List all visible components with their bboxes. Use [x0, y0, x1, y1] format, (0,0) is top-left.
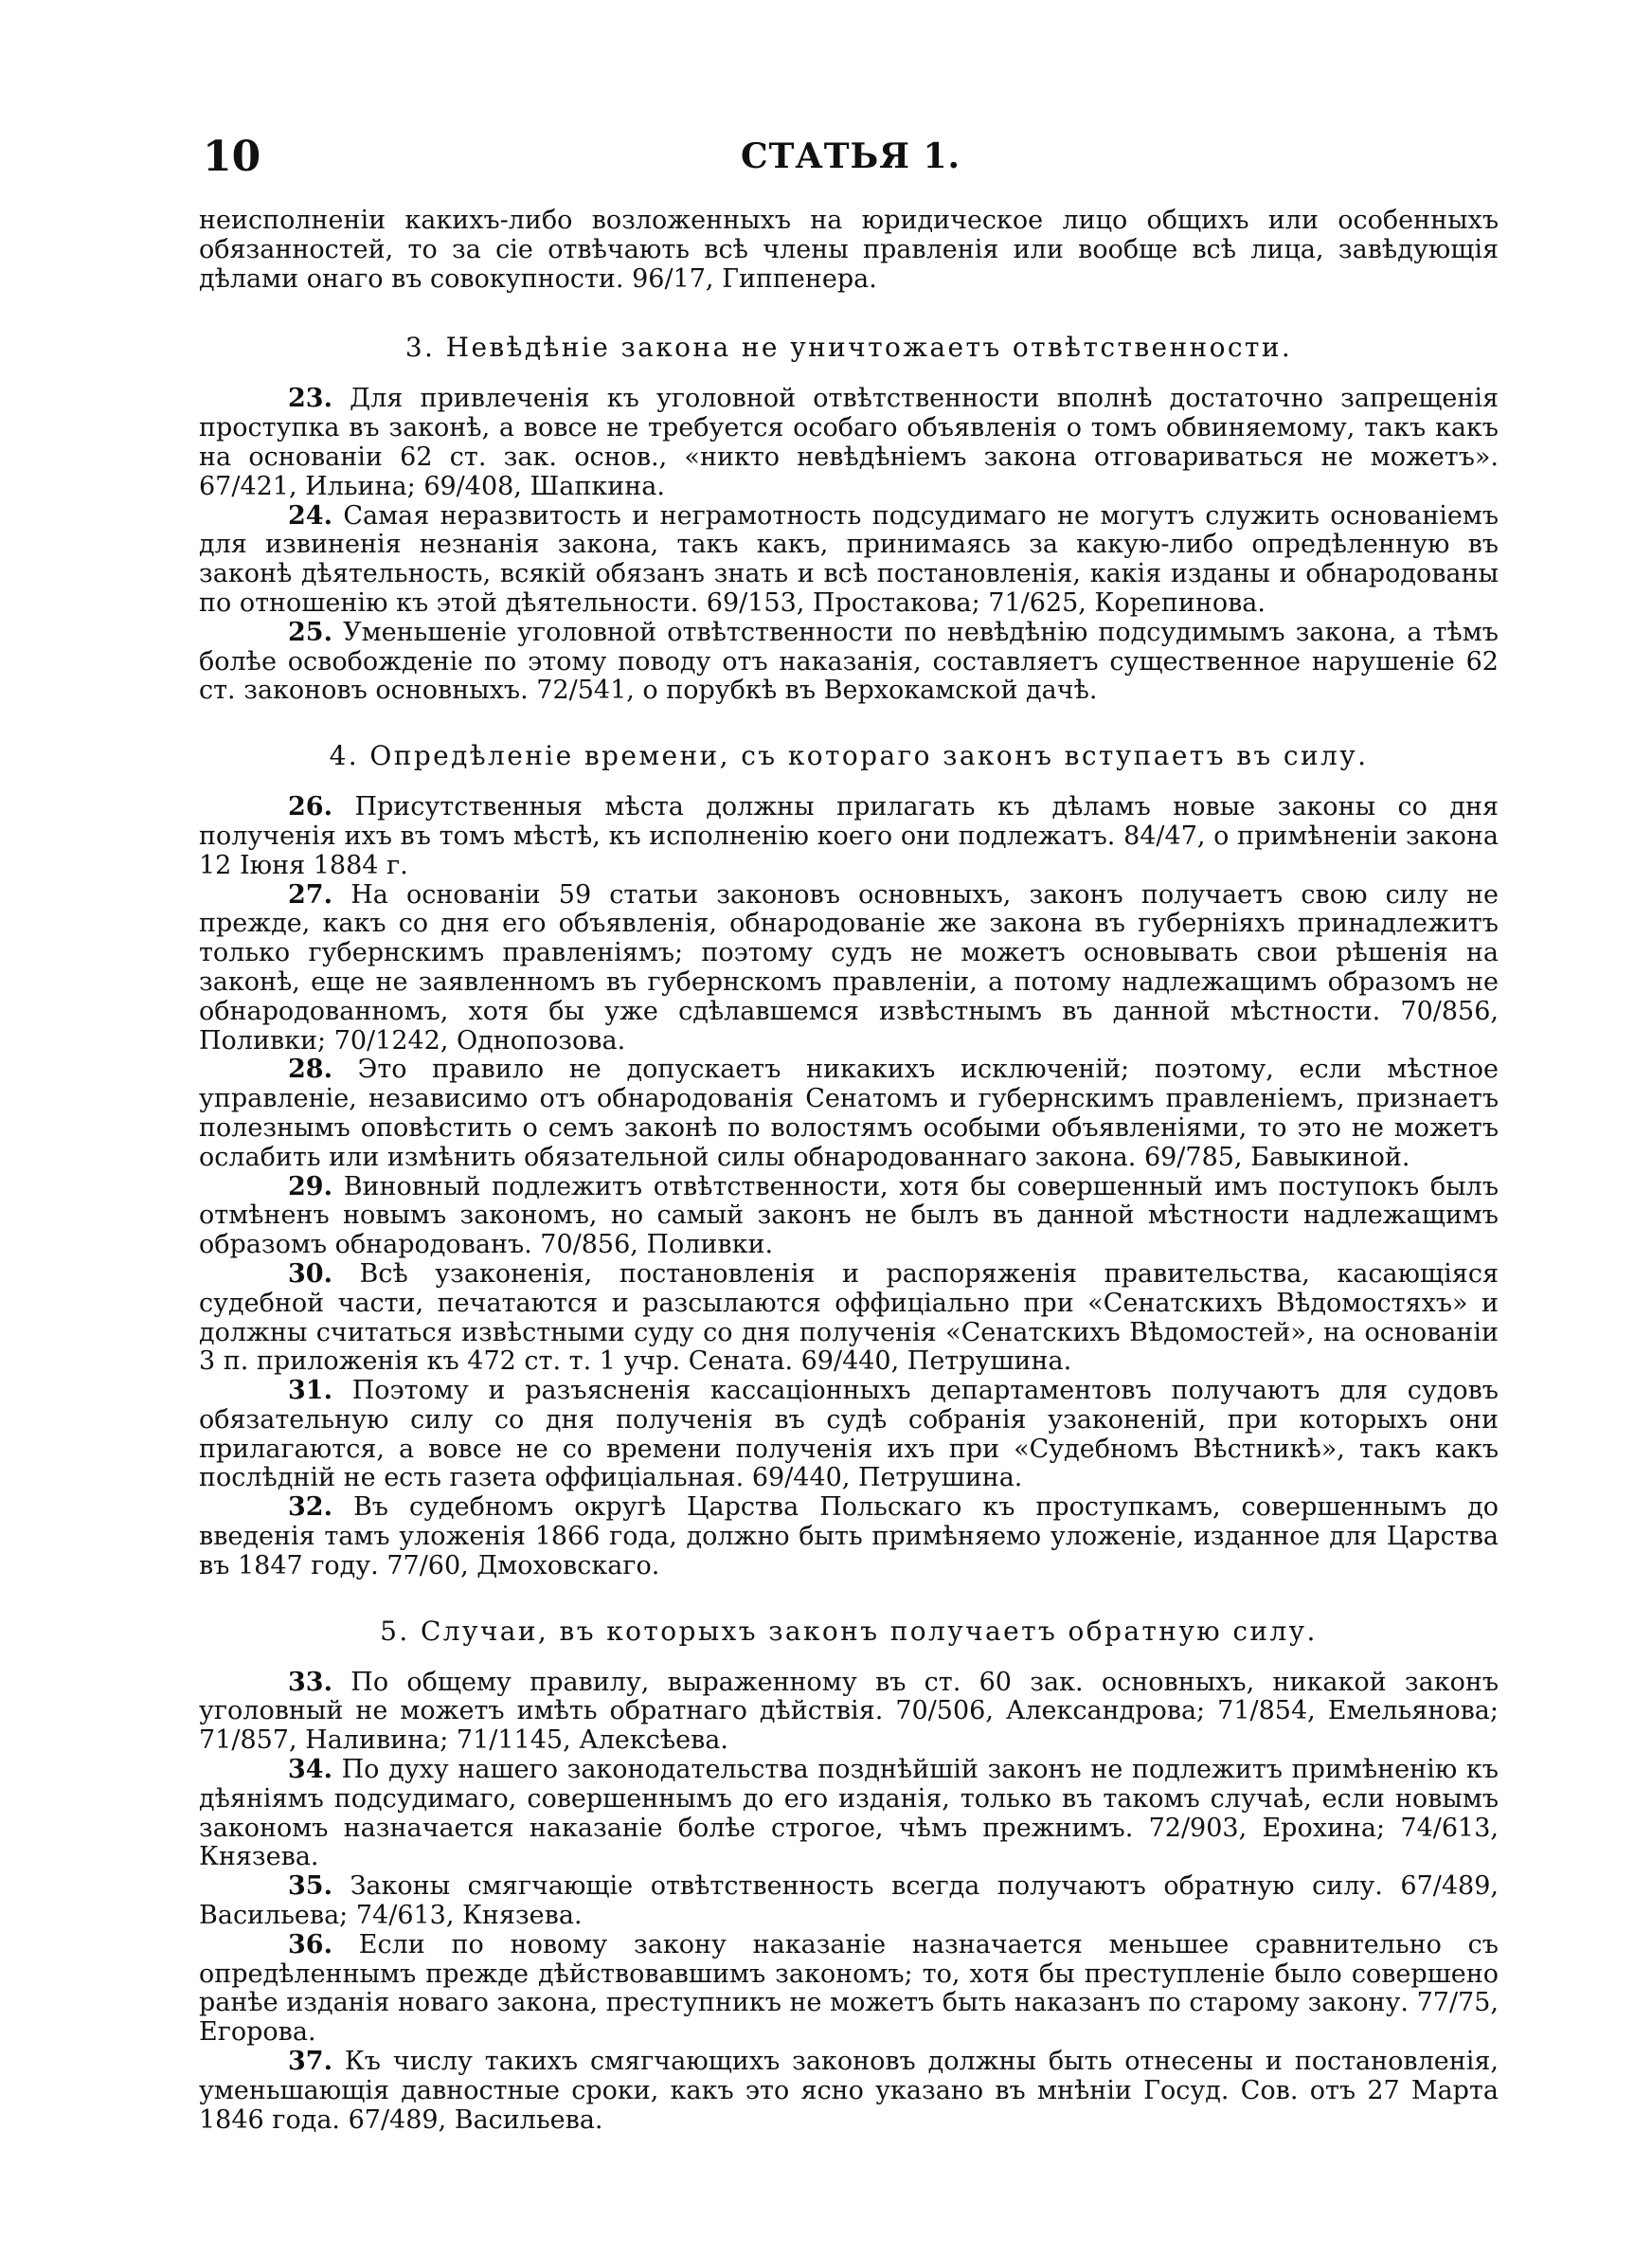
paragraph-text: Въ судебномъ округѣ Царства Польскаго къ проступкамъ, совершеннымъ до введенія тамъ уложенія 1866 года, должно быть примѣняемо уложеніе, изданное для Царства въ 1847 году. 77/60, Дмоховскаго. [199, 1492, 1499, 1580]
paragraph-text: На основаніи 59 статьи законовъ основныхъ, законъ получаетъ свою силу не прежде, какъ со дня его объявленія, обнародованіе же закона въ губерніяхъ принадлежитъ только губернскимъ правленіямъ; поэтому судъ не можетъ основывать свои рѣшенія на законѣ, еще не заявленномъ въ губернскомъ правленіи, а потому надлежащимъ образомъ не обнародованномъ, хотя бы уже сдѣлавшемся извѣстнымъ въ данной мѣстности. 70/856, Поливки; 70/1242, Однопозова. [199, 879, 1499, 1056]
paragraph-number: 25. [288, 617, 332, 647]
paragraph-35 [199, 1872, 1499, 1931]
paragraph-number: 32. [288, 1492, 332, 1523]
paragraph-31 [199, 1377, 1499, 1493]
paragraph-text: Законы смягчающіе отвѣтственность всегда получаютъ обратную силу. 67/489, Васильева; 74/613, Князева. [199, 1871, 1499, 1931]
page-header [203, 133, 1499, 190]
paragraph-30 [199, 1260, 1499, 1377]
paragraph-36 [199, 1931, 1499, 2048]
paragraph-number: 28. [288, 1055, 332, 1085]
paragraph-37 [199, 2048, 1499, 2135]
article-body [199, 207, 1499, 2135]
paragraph-33 [199, 1669, 1499, 1756]
paragraph-text: По общему правилу, выраженному въ ст. 60 зак. основныхъ, никакой законъ уголовный не можетъ имѣть обратнаго дѣйствія. 70/506, Александрова; 71/854, Емельянова; 71/857, Наливина; 71/1145, Алексѣева. [199, 1667, 1499, 1756]
paragraph-28 [199, 1056, 1499, 1172]
paragraph-29 [199, 1173, 1499, 1260]
paragraph-number: 29. [288, 1171, 332, 1201]
paragraph-text: Присутственныя мѣста должны прилагать къ дѣламъ новые законы со дня полученія ихъ въ томъ мѣстѣ, къ исполненію коего они подлежатъ. 84/47, о примѣненіи закона 12 Іюня 1884 г. [199, 792, 1499, 880]
section-heading-3: 3. Невѣдѣніе закона не уничтожаетъ отвѣтственности. [404, 332, 1293, 364]
paragraph-number: 37. [288, 2047, 332, 2077]
paragraph-23 [199, 385, 1499, 501]
paragraph-number: 27. [288, 879, 332, 910]
paragraph-number: 35. [288, 1871, 332, 1902]
paragraph-number: 23. [288, 384, 332, 414]
paragraph-34 [199, 1756, 1499, 1872]
paragraph-text: Для привлеченія къ уголовной отвѣтственности вполнѣ достаточно запрещенія проступка въ законѣ, а вовсе не требуется особаго объявленія о томъ обвиняемому, такъ какъ на основаніи 62 ст. зак. основ., «никто невѣдѣніемъ закона отговариваться не можетъ». 67/421, Ильина; 69/408, Шапкина. [199, 384, 1499, 501]
paragraph-number: 36. [288, 1929, 332, 1959]
paragraph-text: Всѣ узаконенія, постановленія и распоряженія правительства, касающіяся судебной части, печатаются и разсылаются оффиціально при «Сенатскихъ Вѣдомостяхъ» и должны считаться извѣстными суду со дня полученія «Сенатскихъ Вѣдомостей», на основаніи 3 п. приложенія къ 472 ст. т. 1 учр. Сената. 69/440, Петрушина. [199, 1258, 1499, 1377]
paragraph-26 [199, 793, 1499, 880]
paragraph-number: 30. [288, 1258, 332, 1289]
page-number: 10 [203, 133, 261, 181]
paragraph-text: Самая неразвитость и неграмотность подсудимаго не могутъ служить основаніемъ для извиненія незнанія закона, такъ какъ, принимаясь за какую-либо опредѣленную въ законѣ дѣятельность, всякій обязанъ знать и всѣ постановленія, какія изданы и обнародованы по отношенію къ этой дѣятельности. 69/153, Простакова; 71/625, Корепинова. [199, 500, 1499, 618]
paragraph-number: 31. [288, 1376, 332, 1406]
paragraph-number: 24. [288, 500, 332, 531]
paragraph-24 [199, 502, 1499, 619]
paragraph-27 [199, 881, 1499, 1056]
paragraph-text: По духу нашего законодательства позднѣйшій законъ не подлежитъ примѣненію къ дѣяніямъ подсудимаго, совершеннымъ до его изданія, только въ такомъ случаѣ, если новымъ закономъ назначается наказаніе болѣе строгое, чѣмъ прежнимъ. 72/903, Ерохина; 74/613, Князева. [199, 1755, 1499, 1872]
paragraph-number: 26. [288, 792, 332, 822]
paragraph-number: 33. [288, 1667, 332, 1697]
paragraph-text: Уменьшеніе уголовной отвѣтственности по невѣдѣнію подсудимымъ закона, а тѣмъ болѣе освобожденіе по этому поводу отъ наказанія, составляетъ существенное нарушеніе 62 ст. законовъ основныхъ. 72/541, о порубкѣ въ Верхокамской дачѣ. [199, 617, 1499, 706]
paragraph-text: Поэтому и разъясненія кассаціонныхъ департаментовъ получаютъ для судовъ обязательную силу со дня полученія въ судѣ собранія узаконеній, при которыхъ они прилагаются, а вовсе не со времени полученія ихъ при «Судебномъ Вѣстникѣ», такъ какъ послѣдній не есть газета оффиціальная. 69/440, Петрушина. [199, 1376, 1499, 1493]
paragraph-text: Если по новому закону наказаніе назначается меньшее сравнительно съ опредѣленнымъ прежде дѣйствовавшимъ закономъ; то, хотя бы преступленіе было совершено ранѣе изданія новаго закона, преступникъ не можетъ быть наказанъ по старому закону. 77/75, Егорова. [199, 1929, 1499, 2048]
paragraph-25 [199, 619, 1499, 706]
paragraph-text: Виновный подлежитъ отвѣтственности, хотя бы совершенный имъ поступокъ былъ отмѣненъ новымъ закономъ, но самый законъ не былъ въ данной мѣстности надлежащимъ образомъ обнародованъ. 70/856, Поливки. [199, 1171, 1499, 1260]
section-heading-4: 4. Опредѣленіе времени, съ котораго законъ вступаетъ въ силу. [329, 740, 1369, 772]
paragraph-text: Къ числу такихъ смягчающихъ законовъ должны быть отнесены и постановленія, уменьшающія давностные сроки, какъ это ясно указано въ мнѣніи Госуд. Сов. отъ 27 Марта 1846 года. 67/489, Васильева. [199, 2047, 1499, 2135]
paragraph-number: 34. [288, 1755, 332, 1785]
section-heading-5: 5. Случаи, въ которыхъ законъ получаетъ обратную силу. [380, 1615, 1318, 1647]
intro-paragraph: неисполненіи какихъ-либо возложенныхъ на юридическое лицо общихъ или особенныхъ обязанностей, то за сіе отвѣчають всѣ члены правленія или вообще всѣ лица, завѣдующія дѣлами онаго въ совокупности. 96/17, Гиппенера. [199, 206, 1499, 294]
running-head: СТАТЬЯ 1. [740, 136, 961, 176]
paragraph-32 [199, 1493, 1499, 1580]
paragraph-text: Это правило не допускаетъ никакихъ исключеній; поэтому, если мѣстное управленіе, независимо отъ обнародованія Сенатомъ и губернскимъ правленіемъ, признаетъ полезнымъ оповѣстить о семъ законѣ по волостямъ особыми объявленіями, то это не можетъ ослабить или измѣнить обязательной силы обнародованнаго закона. 69/785, Бавыкиной. [199, 1055, 1499, 1172]
